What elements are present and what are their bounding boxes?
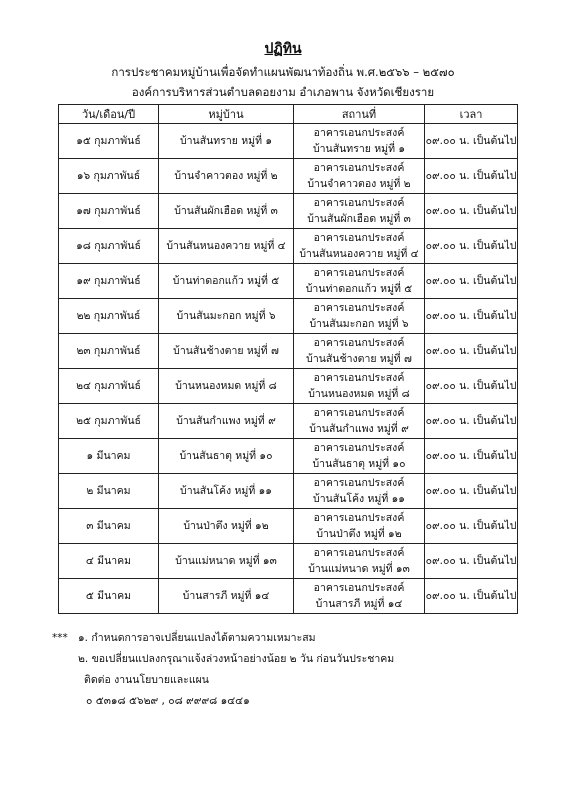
cell-date: ๒๕ กุมภาพันธ์	[59, 404, 159, 439]
schedule-table	[58, 104, 518, 614]
place-village: บ้านป่าตึง หมู่ที่ ๑๒	[316, 528, 402, 540]
cell-time: ๐๙.๐๐ น. เป็นต้นไป	[425, 299, 518, 334]
cell-village: บ้านจำคาวตอง หมู่ที่ ๒	[159, 159, 294, 194]
place-village: บ้านสันผักเฮือด หมู่ที่ ๓	[307, 213, 411, 225]
note-row-phone	[78, 691, 394, 712]
page-title	[0, 38, 566, 60]
cell-date: ๑๗ กุมภาพันธ์	[59, 194, 159, 229]
title-text: ปฏิทิน	[264, 41, 302, 57]
place-village: บ้านสันโค้ง หมู่ที่ ๑๑	[313, 493, 405, 505]
table-row	[59, 124, 518, 159]
cell-time: ๐๙.๐๐ น. เป็นต้นไป	[425, 509, 518, 544]
cell-time: ๐๙.๐๐ น. เป็นต้นไป	[425, 474, 518, 509]
note-row-contact	[78, 670, 394, 691]
cell-village: บ้านสันมะกอก หมู่ที่ ๖	[159, 299, 294, 334]
place-village: บ้านหนองหมด หมู่ที่ ๘	[308, 388, 410, 400]
place-building: อาคารเอนกประสงค์	[313, 197, 405, 209]
cell-date: ๒๓ กุมภาพันธ์	[59, 334, 159, 369]
cell-place	[294, 579, 425, 614]
place-building: อาคารเอนกประสงค์	[313, 512, 405, 524]
cell-village: บ้านป่าตึง หมู่ที่ ๑๒	[159, 509, 294, 544]
cell-village: บ้านแม่หนาด หมู่ที่ ๑๓	[159, 544, 294, 579]
cell-date: ๒ มีนาคม	[59, 474, 159, 509]
cell-place	[294, 194, 425, 229]
note-2: ๒. ขอเปลี่ยนแปลงกรุณาแจ้งล่วงหน้าอย่างน้อย ๒ วัน ก่อนวันประชาคม	[78, 653, 395, 665]
notes-section	[52, 628, 395, 712]
cell-time: ๐๙.๐๐ น. เป็นต้นไป	[425, 579, 518, 614]
cell-date: ๑๘ กุมภาพันธ์	[59, 229, 159, 264]
cell-date: ๑ มีนาคม	[59, 439, 159, 474]
cell-date: ๑๕ กุมภาพันธ์	[59, 124, 159, 159]
cell-time: ๐๙.๐๐ น. เป็นต้นไป	[425, 334, 518, 369]
table-row	[59, 474, 518, 509]
note-asterisks: ***	[52, 632, 68, 644]
cell-date: ๒๔ กุมภาพันธ์	[59, 369, 159, 404]
cell-time: ๐๙.๐๐ น. เป็นต้นไป	[425, 124, 518, 159]
note-row-2	[78, 649, 394, 670]
cell-time: ๐๙.๐๐ น. เป็นต้นไป	[425, 264, 518, 299]
place-village: บ้านท่าดอกแก้ว หมู่ที่ ๕	[305, 283, 413, 295]
place-village: บ้านสันทราย หมู่ที่ ๑	[312, 143, 406, 155]
cell-time: ๐๙.๐๐ น. เป็นต้นไป	[425, 404, 518, 439]
note-1: ๑. กำหนดการอาจเปลี่ยนแปลงได้ตามความเหมาะสม	[78, 632, 316, 644]
table-row	[59, 544, 518, 579]
subtitle-project: การประชาคมหมู่บ้านเพื่อจัดทำแผนพัฒนาท้องถิ่น พ.ศ.๒๕๖๖ – ๒๕๗๐	[111, 65, 455, 79]
cell-time: ๐๙.๐๐ น. เป็นต้นไป	[425, 439, 518, 474]
cell-village: บ้านสันช้างตาย หมู่ที่ ๗	[159, 334, 294, 369]
cell-place	[294, 474, 425, 509]
contact-line: ติดต่อ งานนโยบายและแผน	[84, 674, 209, 686]
cell-village: บ้านสันกำแพง หมู่ที่ ๙	[159, 404, 294, 439]
cell-village: บ้านท่าดอกแก้ว หมู่ที่ ๕	[159, 264, 294, 299]
place-building: อาคารเอนกประสงค์	[313, 302, 405, 314]
subtitle-organization: องค์การบริหารส่วนตำบลดอยงาม อำเภอพาน จังหวัดเชียงราย	[131, 85, 435, 99]
place-village: บ้านสารภี หมู่ที่ ๑๔	[315, 598, 403, 610]
place-building: อาคารเอนกประสงค์	[313, 477, 405, 489]
place-building: อาคารเอนกประสงค์	[313, 407, 405, 419]
table-header-row	[59, 105, 518, 124]
table-row	[59, 509, 518, 544]
place-building: อาคารเอนกประสงค์	[313, 442, 405, 454]
cell-time: ๐๙.๐๐ น. เป็นต้นไป	[425, 544, 518, 579]
column-header-date: วัน/เดือน/ปี	[59, 105, 159, 124]
table-row	[59, 229, 518, 264]
place-building: อาคารเอนกประสงค์	[313, 372, 405, 384]
cell-date: ๔ มีนาคม	[59, 544, 159, 579]
column-header-time: เวลา	[425, 105, 518, 124]
table-row	[59, 439, 518, 474]
place-village: บ้านสันหนองควาย หมู่ที่ ๔	[299, 248, 419, 260]
table-row	[59, 299, 518, 334]
table-row	[59, 404, 518, 439]
place-building: อาคารเอนกประสงค์	[313, 547, 405, 559]
table-row	[59, 369, 518, 404]
table-row	[59, 334, 518, 369]
place-building: อาคารเอนกประสงค์	[313, 162, 405, 174]
table-row	[59, 159, 518, 194]
place-village: บ้านสันกำแพง หมู่ที่ ๙	[309, 423, 409, 435]
column-header-place: สถานที่	[294, 105, 425, 124]
place-building: อาคารเอนกประสงค์	[313, 232, 405, 244]
schedule-table-body	[59, 124, 518, 614]
cell-place	[294, 229, 425, 264]
place-building: อาคารเอนกประสงค์	[313, 582, 405, 594]
cell-place	[294, 299, 425, 334]
cell-place	[294, 334, 425, 369]
cell-time: ๐๙.๐๐ น. เป็นต้นไป	[425, 229, 518, 264]
place-village: บ้านจำคาวตอง หมู่ที่ ๒	[307, 178, 411, 190]
place-village: บ้านสันธาตุ หมู่ที่ ๑๐	[312, 458, 406, 470]
cell-village: บ้านสันทราย หมู่ที่ ๑	[159, 124, 294, 159]
place-village: บ้านสันมะกอก หมู่ที่ ๖	[309, 318, 409, 330]
cell-village: บ้านสารภี หมู่ที่ ๑๔	[159, 579, 294, 614]
cell-place	[294, 404, 425, 439]
cell-time: ๐๙.๐๐ น. เป็นต้นไป	[425, 369, 518, 404]
table-row	[59, 264, 518, 299]
place-building: อาคารเอนกประสงค์	[313, 267, 405, 279]
cell-village: บ้านสันผักเฮือด หมู่ที่ ๓	[159, 194, 294, 229]
place-village: บ้านสันช้างตาย หมู่ที่ ๗	[306, 353, 412, 365]
table-row	[59, 194, 518, 229]
cell-place	[294, 264, 425, 299]
cell-date: ๒๒ กุมภาพันธ์	[59, 299, 159, 334]
cell-time: ๐๙.๐๐ น. เป็นต้นไป	[425, 159, 518, 194]
cell-village: บ้านสันโค้ง หมู่ที่ ๑๑	[159, 474, 294, 509]
cell-place	[294, 509, 425, 544]
cell-place	[294, 369, 425, 404]
cell-date: ๕ มีนาคม	[59, 579, 159, 614]
cell-place	[294, 159, 425, 194]
place-building: อาคารเอนกประสงค์	[313, 337, 405, 349]
place-building: อาคารเอนกประสงค์	[313, 127, 405, 139]
cell-village: บ้านสันหนองควาย หมู่ที่ ๔	[159, 229, 294, 264]
cell-place	[294, 544, 425, 579]
cell-date: ๑๙ กุมภาพันธ์	[59, 264, 159, 299]
cell-village: บ้านหนองหมด หมู่ที่ ๘	[159, 369, 294, 404]
note-row-1	[52, 628, 394, 649]
cell-time: ๐๙.๐๐ น. เป็นต้นไป	[425, 194, 518, 229]
cell-place	[294, 124, 425, 159]
table-row	[59, 579, 518, 614]
cell-place	[294, 439, 425, 474]
column-header-village: หมู่บ้าน	[159, 105, 294, 124]
cell-date: ๑๖ กุมภาพันธ์	[59, 159, 159, 194]
contact-phone: ๐ ๕๓๑๘ ๕๖๒๙ , ๐๘ ๙๙๙๘ ๑๔๔๑	[86, 695, 250, 707]
cell-date: ๓ มีนาคม	[59, 509, 159, 544]
place-village: บ้านแม่หนาด หมู่ที่ ๑๓	[308, 563, 410, 575]
cell-village: บ้านสันธาตุ หมู่ที่ ๑๐	[159, 439, 294, 474]
